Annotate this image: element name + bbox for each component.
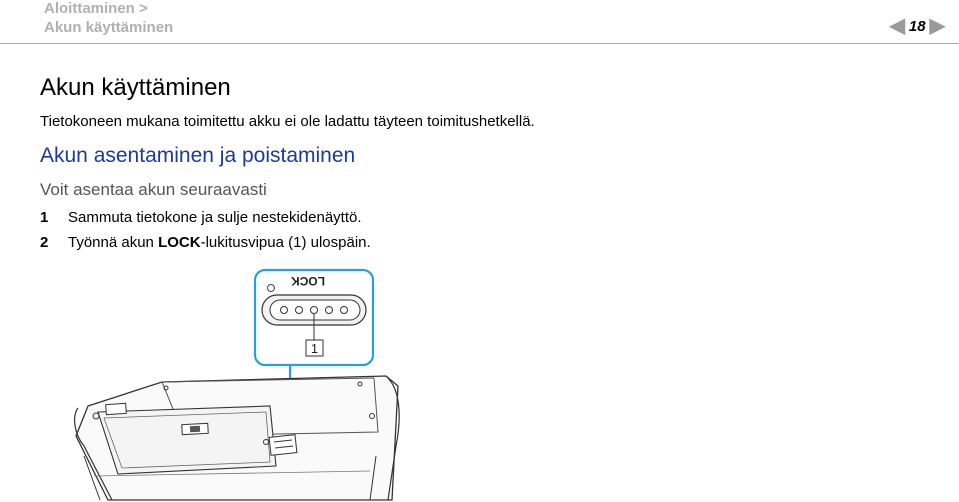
previous-page-icon[interactable]: ◀ [889, 15, 905, 37]
lock-keyword: LOCK [158, 234, 201, 251]
intro-paragraph: Tietokoneen mukana toimitettu akku ei ole ladattu täyteen toimitushetkellä. [40, 113, 535, 130]
lock-label: LOCK [291, 274, 325, 288]
page-number: 18 [908, 17, 926, 35]
next-page-icon[interactable]: ▶ [929, 15, 945, 37]
battery-compartment [98, 406, 276, 474]
page-title: Akun käyttäminen [40, 74, 231, 101]
step-number: 1 [40, 209, 49, 226]
step-number: 2 [40, 234, 49, 251]
step-text: Sammuta tietokone ja sulje nestekidenäyttö. [68, 209, 362, 226]
header-divider [0, 43, 959, 44]
step-2 [40, 234, 371, 252]
procedure-subheading: Voit asentaa akun seuraavasti [40, 180, 267, 199]
breadcrumb-current: Akun käyttäminen [44, 19, 174, 36]
breadcrumb-parent[interactable]: Aloittaminen > [44, 0, 148, 17]
step-text-pre: Työnnä akun [68, 234, 159, 251]
step-1 [40, 209, 362, 227]
laptop-battery-illustration [70, 266, 950, 502]
step-text-post: -lukitusvipua (1) ulospäin. [200, 234, 371, 251]
page-navigation [890, 16, 945, 36]
callout-number: 1 [310, 341, 319, 356]
lock-lever-on-laptop [269, 435, 297, 456]
section-title: Akun asentaminen ja poistaminen [40, 144, 356, 167]
